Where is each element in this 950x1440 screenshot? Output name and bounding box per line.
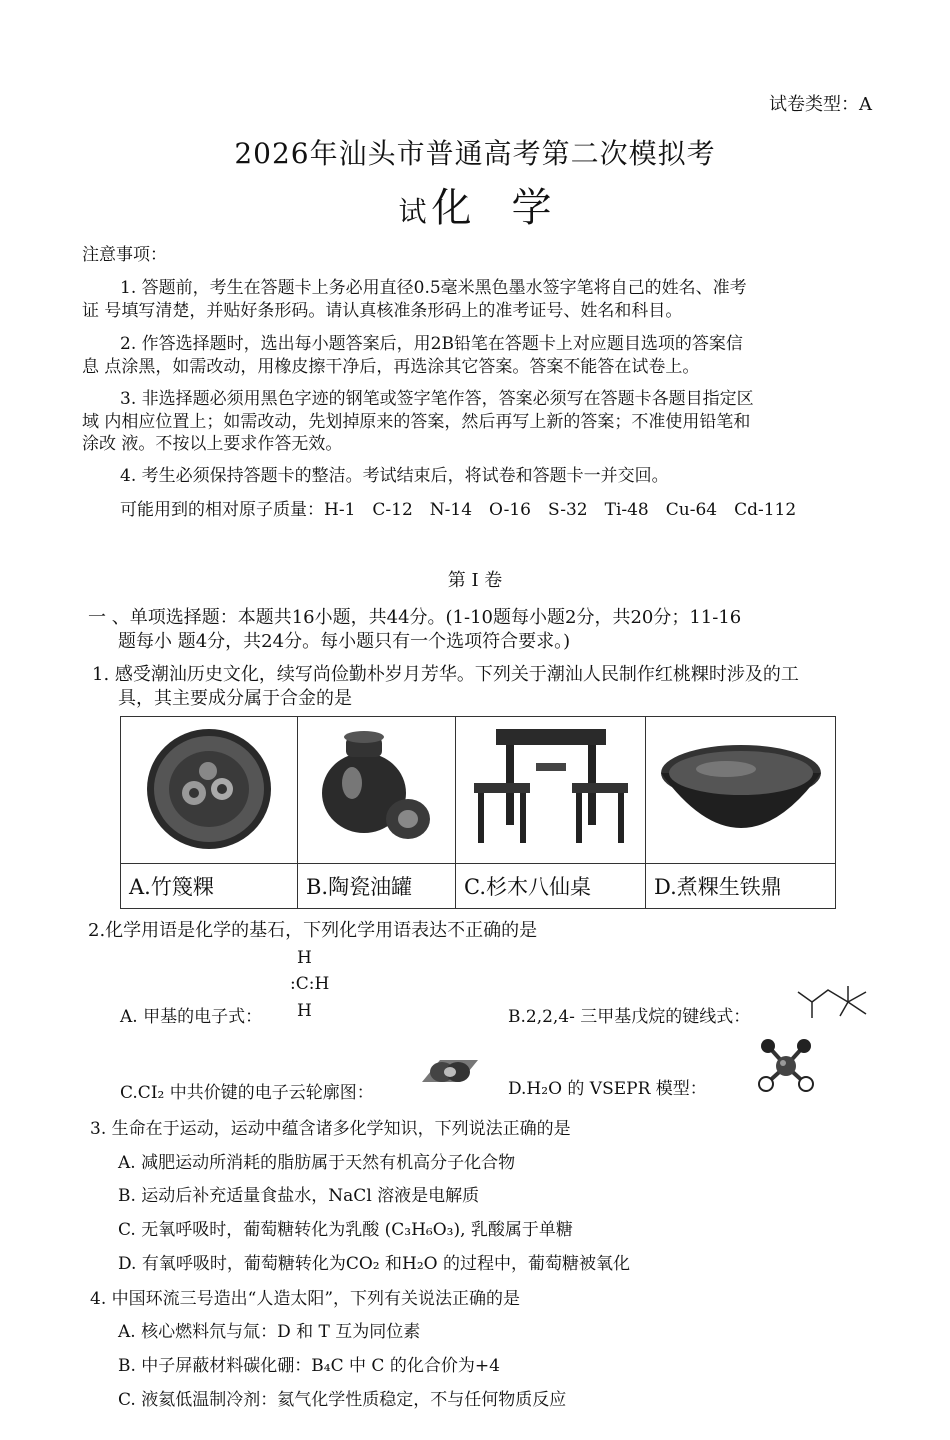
q1-option-b: B.陶瓷油罐 <box>298 864 456 909</box>
q4-option-a: A. 核心燃料氘与氚：D 和 T 互为同位素 <box>118 1322 421 1342</box>
cl2-electron-cloud-icon <box>418 1056 482 1088</box>
notice-3-line1: 3. 非选择题必须用黑色字迹的钢笔或签字笔作答，答案必须写在答题卡各题目指定区 <box>120 389 754 409</box>
notice-2-line2: 息 点涂黑，如需改动，用橡皮擦干净后，再选涂其它答案。答案不能答在试卷上。 <box>82 357 700 377</box>
notice-1-line2: 证 号填写清楚，并贴好条形码。请认真核准条形码上的准考证号、姓名和科目。 <box>82 301 683 321</box>
q4-stem: 4. 中国环流三号造出“人造太阳”，下列有关说法正确的是 <box>90 1289 521 1309</box>
notice-4-line1: 4. 考生必须保持答题卡的整洁。考试结束后，将试卷和答题卡一并交回。 <box>120 466 669 486</box>
q3-stem: 3. 生命在于运动，运动中蕴含诸多化学知识，下列说法正确的是 <box>90 1119 571 1139</box>
ceramic-oil-jar-image <box>298 717 456 864</box>
q2-option-d: D.H₂O 的 VSEPR 模型： <box>508 1079 707 1099</box>
q2-stem: 2.化学用语是化学的基石，下列化学用语表达不正确的是 <box>88 920 538 941</box>
methyl-formula-mid: :C:H <box>290 974 330 994</box>
q3-option-d: D. 有氧呼吸时，葡萄糖转化为CO₂ 和H₂O 的过程中，葡萄糖被氧化 <box>118 1254 630 1274</box>
q1-stem-line1: 1. 感受潮汕历史文化，续写尚俭勤朴岁月芳华。下列关于潮汕人民制作红桃粿时涉及的工 <box>92 664 799 685</box>
atomic-masses: 可能用到的相对原子质量：H-1 C-12 N-14 O-16 S-32 Ti-48 Cu-64 Cd-112 <box>120 500 797 520</box>
iron-wok-image <box>646 717 836 864</box>
subject-prefix: 试 <box>398 195 427 228</box>
q1-option-d: D.煮粿生铁鼎 <box>646 864 836 909</box>
q2-option-c: C.CI₂ 中共价键的电子云轮廓图： <box>120 1083 374 1103</box>
notice-heading: 注意事项： <box>82 245 167 265</box>
paper-type: 试卷类型：A <box>769 94 872 115</box>
q3-option-b: B. 运动后补充适量食盐水，NaCl 溶液是电解质 <box>118 1186 480 1206</box>
notice-1-line1: 1. 答题前，考生在答题卡上务必用直径0.5毫米黑色墨水签字笔将自己的姓名、准考 <box>120 278 747 298</box>
q1-option-c: C.杉木八仙桌 <box>456 864 646 909</box>
q3-option-a: A. 减肥运动所消耗的脂肪属于天然有机高分子化合物 <box>118 1153 516 1173</box>
h2o-vsepr-model-icon <box>756 1036 818 1094</box>
subject-name: 化 学 <box>431 185 552 231</box>
subject-title <box>0 176 950 233</box>
q1-option-a: A.竹篾粿 <box>121 864 298 909</box>
methyl-formula-bottom: H <box>297 1001 312 1021</box>
exam-title: 2026年汕头市普通高考第二次模拟考 <box>234 137 716 170</box>
q2-option-b: B.2,2,4- 三甲基戊烷的键线式： <box>508 1007 751 1027</box>
trimethylpentane-skeletal-icon <box>796 984 872 1020</box>
notice-2-line1: 2. 作答选择题时，选出每小题答案后，用2B铅笔在答题卡上对应题目选项的答案信 <box>120 334 743 354</box>
volume-heading: 第 I 卷 <box>447 570 503 591</box>
section-heading-line2: 题每小 题4分，共24分。每小题只有一个选项符合要求。) <box>118 631 571 652</box>
q1-options-table <box>120 716 836 909</box>
q4-option-c: C. 液氦低温制冷剂：氦气化学性质稳定，不与任何物质反应 <box>118 1390 567 1410</box>
q4-option-b: B. 中子屏蔽材料碳化硼：B₄C 中 C 的化合价为+4 <box>118 1356 500 1376</box>
q3-option-c: C. 无氧呼吸时，葡萄糖转化为乳酸 (C₃H₆O₃), 乳酸属于单糖 <box>118 1220 573 1240</box>
fir-table-image <box>456 717 646 864</box>
methyl-formula-top: H <box>297 948 312 968</box>
notice-3-line3: 涂改 液。不按以上要求作答无效。 <box>82 434 343 454</box>
q1-stem-line2: 具，其主要成分属于合金的是 <box>118 688 352 709</box>
bamboo-sieve-image <box>121 717 298 864</box>
section-heading-line1: 一 、单项选择题：本题共16小题，共44分。(1-10题每小题2分，共20分；11-16 <box>88 607 742 628</box>
q2-option-a: A. 甲基的电子式： <box>120 1007 263 1027</box>
notice-3-line2: 域 内相应位置上；如需改动，先划掉原来的答案，然后再写上新的答案；不准使用铅笔和 <box>82 412 751 432</box>
